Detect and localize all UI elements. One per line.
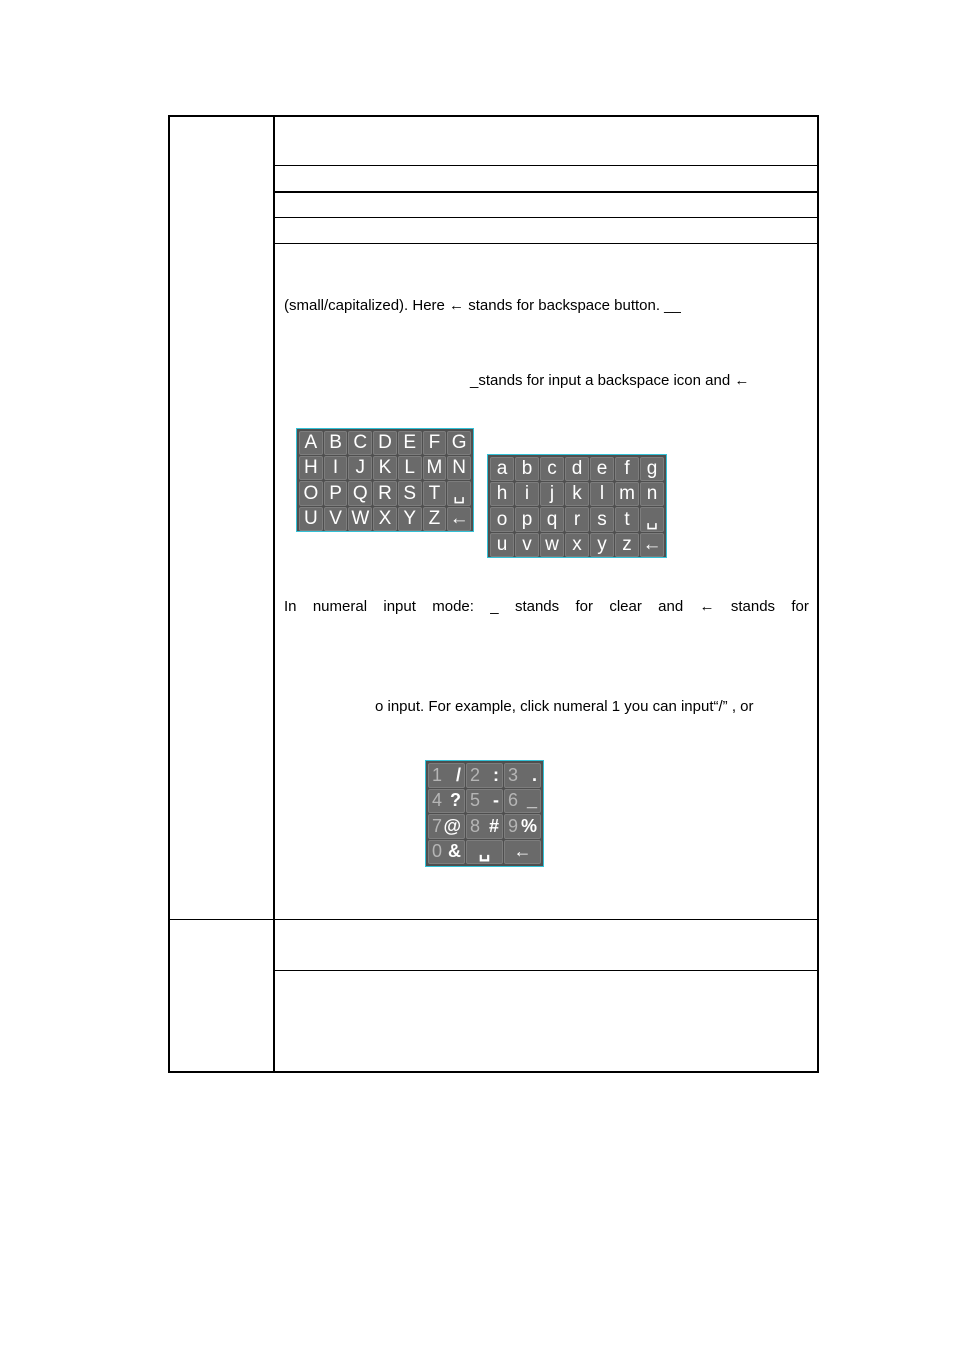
- key-S[interactable]: S: [398, 481, 422, 506]
- body-text-line-4: o input. For example, click numeral 1 you can input“/” , or: [375, 698, 754, 715]
- key-s[interactable]: s: [590, 507, 614, 532]
- row-divider: [274, 165, 819, 166]
- key-o[interactable]: o: [490, 507, 514, 532]
- word: for: [791, 598, 809, 615]
- key-b[interactable]: b: [515, 457, 539, 481]
- key-C[interactable]: C: [348, 431, 372, 455]
- space-key[interactable]: ␣: [447, 481, 471, 506]
- lowercase-keyboard: [487, 454, 667, 558]
- key-digit: 2: [470, 764, 481, 785]
- key-k[interactable]: k: [565, 482, 589, 506]
- key-r[interactable]: r: [565, 507, 589, 532]
- key-L[interactable]: L: [398, 456, 422, 480]
- word: ←: [699, 598, 715, 615]
- numeral-key-5[interactable]: [466, 789, 503, 814]
- body-text-line-1: (small/capitalized). Here ← stands for backspace button. __: [284, 297, 681, 314]
- key-digit: 6: [508, 790, 519, 811]
- word: stands: [514, 598, 560, 615]
- key-e[interactable]: e: [590, 457, 614, 481]
- key-Y[interactable]: Y: [398, 507, 422, 531]
- numeral-key-4[interactable]: [428, 789, 465, 814]
- word: mode:: [432, 598, 474, 615]
- section-divider: [168, 919, 819, 920]
- key-d[interactable]: d: [565, 457, 589, 481]
- key-digit: 8: [470, 815, 481, 836]
- key-f[interactable]: f: [615, 457, 639, 481]
- key-w[interactable]: w: [540, 533, 564, 557]
- key-n[interactable]: n: [640, 482, 664, 506]
- key-D[interactable]: D: [373, 431, 397, 455]
- key-V[interactable]: V: [324, 507, 348, 531]
- word: and: [658, 598, 684, 615]
- key-digit: 3: [508, 764, 519, 785]
- key-R[interactable]: R: [373, 481, 397, 506]
- numeral-key-6[interactable]: [504, 789, 541, 814]
- table-border-left: [168, 115, 170, 1073]
- table-border-right: [817, 115, 819, 1073]
- numeral-key-9[interactable]: [504, 814, 541, 839]
- uppercase-keyboard: [296, 428, 474, 532]
- key-z[interactable]: z: [615, 533, 639, 557]
- backspace-key[interactable]: [504, 840, 541, 865]
- word: numeral: [312, 598, 368, 615]
- key-symbol: .: [531, 764, 537, 785]
- numeral-key-1[interactable]: [428, 763, 465, 788]
- row-divider: [274, 217, 819, 218]
- table-column-divider: [273, 115, 275, 1073]
- key-P[interactable]: P: [324, 481, 348, 506]
- key-W[interactable]: W: [348, 507, 372, 531]
- body-text-line-2: _stands for input a backspace icon and ←: [470, 372, 750, 389]
- key-g[interactable]: g: [640, 457, 664, 481]
- table-border-bottom: [168, 1071, 819, 1073]
- key-m[interactable]: m: [615, 482, 639, 506]
- key-digit: 1: [432, 764, 443, 785]
- backspace-key[interactable]: ←: [640, 533, 664, 557]
- word: In: [284, 598, 297, 615]
- key-digit: 7: [432, 815, 443, 836]
- key-c[interactable]: c: [540, 457, 564, 481]
- key-digit: 0: [432, 841, 443, 862]
- word: for: [575, 598, 593, 615]
- key-digit: 4: [432, 790, 443, 811]
- key-Q[interactable]: Q: [348, 481, 372, 506]
- key-h[interactable]: h: [490, 482, 514, 506]
- key-q[interactable]: q: [540, 507, 564, 532]
- row-divider: [274, 191, 819, 193]
- key-A[interactable]: A: [299, 431, 323, 455]
- key-t[interactable]: t: [615, 507, 639, 532]
- key-symbol: :: [493, 764, 499, 785]
- key-digit: 9: [508, 815, 519, 836]
- key-J[interactable]: J: [348, 456, 372, 480]
- key-K[interactable]: K: [373, 456, 397, 480]
- table-border-top: [168, 115, 819, 117]
- key-H[interactable]: H: [299, 456, 323, 480]
- word: clear: [609, 598, 642, 615]
- key-M[interactable]: M: [423, 456, 447, 480]
- key-symbol: ?: [450, 790, 461, 811]
- key-symbol: ␣: [478, 841, 491, 862]
- key-E[interactable]: E: [398, 431, 422, 455]
- key-symbol: /: [455, 764, 461, 785]
- key-x[interactable]: x: [565, 533, 589, 557]
- key-a[interactable]: a: [490, 457, 514, 481]
- word: input: [383, 598, 416, 615]
- key-F[interactable]: F: [423, 431, 447, 455]
- key-O[interactable]: O: [299, 481, 323, 506]
- key-p[interactable]: p: [515, 507, 539, 532]
- key-B[interactable]: B: [324, 431, 348, 455]
- key-symbol: _: [526, 790, 537, 811]
- key-X[interactable]: X: [373, 507, 397, 531]
- key-i[interactable]: i: [515, 482, 539, 506]
- key-Z[interactable]: Z: [423, 507, 447, 531]
- key-G[interactable]: G: [447, 431, 471, 455]
- numeral-key-0[interactable]: [428, 840, 465, 865]
- numeral-key-3[interactable]: [504, 763, 541, 788]
- space-key[interactable]: ␣: [640, 507, 664, 532]
- key-symbol: &: [448, 841, 461, 862]
- key-symbol: @: [443, 815, 461, 836]
- key-symbol: %: [520, 815, 537, 836]
- key-u[interactable]: u: [490, 533, 514, 557]
- key-digit: 5: [470, 790, 481, 811]
- key-l[interactable]: l: [590, 482, 614, 506]
- space-key[interactable]: [466, 840, 503, 865]
- key-T[interactable]: T: [423, 481, 447, 506]
- key-v[interactable]: v: [515, 533, 539, 557]
- numeral-key-2[interactable]: [466, 763, 503, 788]
- row-divider: [274, 970, 819, 971]
- numeral-keyboard: [425, 760, 544, 867]
- key-symbol: ←: [513, 841, 532, 862]
- row-divider: [274, 243, 819, 244]
- key-U[interactable]: U: [299, 507, 323, 531]
- key-I[interactable]: I: [324, 456, 348, 480]
- word: stands: [730, 598, 776, 615]
- key-symbol: -: [493, 790, 499, 811]
- body-text-line-3: [284, 598, 809, 616]
- numeral-key-8[interactable]: [466, 814, 503, 839]
- key-y[interactable]: y: [590, 533, 614, 557]
- key-symbol: #: [488, 815, 499, 836]
- backspace-key[interactable]: ←: [447, 507, 471, 531]
- numeral-key-7[interactable]: [428, 814, 465, 839]
- word: _: [490, 598, 499, 615]
- key-N[interactable]: N: [447, 456, 471, 480]
- key-j[interactable]: j: [540, 482, 564, 506]
